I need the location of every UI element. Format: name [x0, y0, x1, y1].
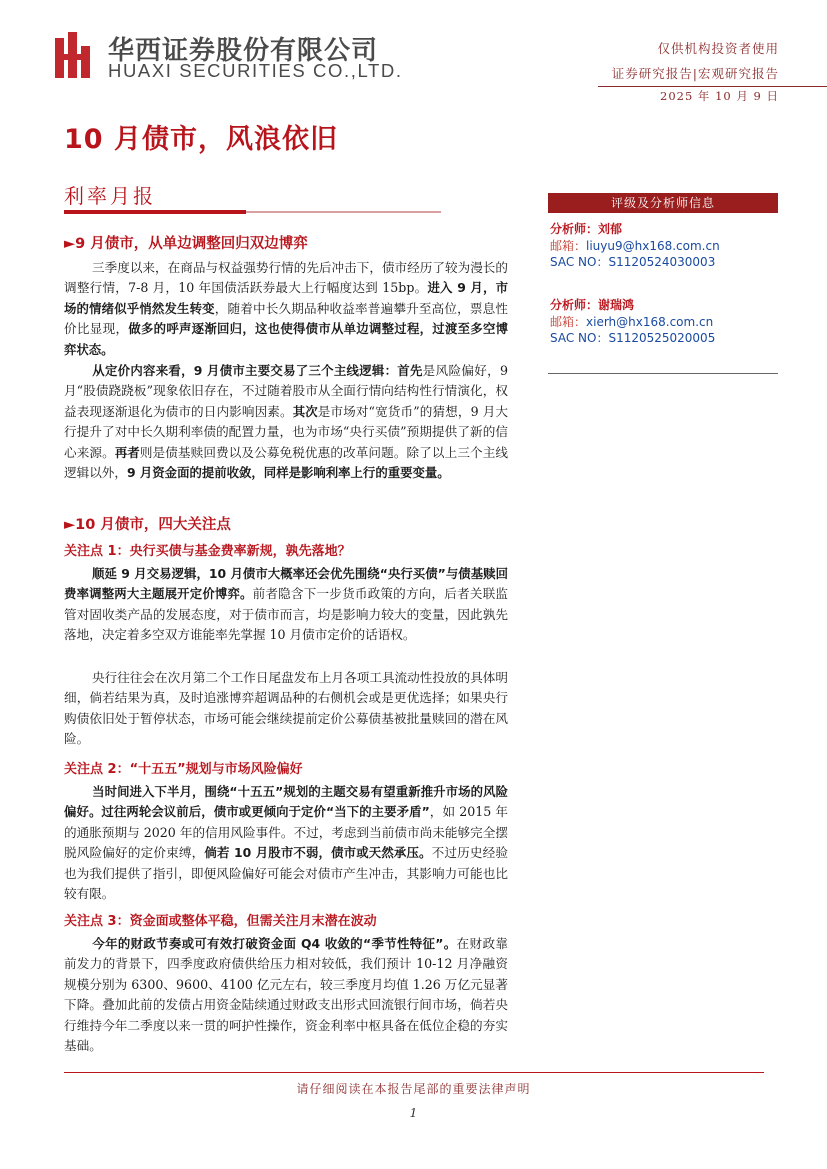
paragraph	[64, 934, 508, 1056]
footer-divider	[64, 1072, 764, 1073]
page-number: 1	[409, 1106, 418, 1120]
text-run: 前者隐含下一步货币政策的方向，后者关联监管对固收类产品的发展态度，对于债市而言，均是影响力较大的变量，因此孰先落地，决定着多空双方谁能率先掌握 10 月债市定价的话语权。	[64, 586, 509, 643]
text-run: 则是债基赎回费以及公募免税优惠的改革问题。除了以上三个主线逻辑以外，	[64, 444, 509, 481]
bold-text: 从定价内容来看，9 月债市主要交易了三个主线逻辑：	[92, 363, 398, 378]
text-run: 央行往往会在次月第二个工作日尾盘发布上月各项工具流动性投放的具体明细，倘若结果为真，及时追涨博弈超调品种的右侧机会或是更优选择；如果央行购债依旧处于暂停状态，市场可能会继续提前定价公募债基被批量赎回的潜在风险。	[64, 670, 508, 747]
section-heading: ►10 月债市，四大关注点	[64, 517, 231, 533]
paragraph	[64, 258, 508, 360]
company-name-cn: 华西证券股份有限公司	[108, 36, 379, 66]
text-run: 是市场对“宽货币”的猜想，9 月大行提升了对中长久期利率债的配置力量，也为市场“央行买债”预期提供了新的信心来源。	[64, 403, 509, 460]
section-heading: ►9 月债市，从单边调整回归双边博弈	[64, 236, 308, 252]
text-run: 在财政靠前发力的背景下，四季度政府债供给压力相对较低，我们预计 10-12 月净融资规模分别为 6300、9600、4100 亿元左右，较三季度月均值 1.26 万亿元显著下降。叠加此前的发债占用资金陆续通过财政支出形式回流银行间市场，倘若央行维持今年二季度以来一贯的呵护性操作，资金利率中枢具备在低位企稳的夯实基础。	[64, 936, 508, 1054]
report-date: 2025 年 10 月 9 日	[660, 89, 779, 103]
subtitle-underline-light	[246, 211, 441, 213]
analyst-sac-number: SAC NO：S1120524030003	[550, 255, 716, 269]
header-divider	[598, 86, 827, 87]
huaxi-logo-icon	[55, 32, 95, 78]
text-run: 不过历史经验也为我们提供了指引，即便风险偏好可能会对债市产生冲击，其影响力可能也比较有限。	[64, 845, 509, 902]
bold-text: 首先	[397, 363, 423, 378]
paragraph	[64, 782, 508, 904]
paragraph	[64, 564, 508, 646]
bold-text: 再者	[114, 444, 140, 460]
text-run: ，如 2015 年的通胀预期与 2020 年的信用风险事件。不过，考虑到当前债市尚未能够完全摆脱风险偏好的定价束缚，	[64, 804, 508, 861]
email-label: 邮箱：	[550, 239, 587, 253]
analyst-info-heading: 评级及分析师信息	[548, 193, 778, 213]
subtitle-underline	[64, 210, 246, 214]
focus-point-heading: 关注点 1：央行买债与基金费率新规，孰先落地？	[64, 544, 351, 559]
audience-note: 仅供机构投资者使用	[657, 41, 779, 56]
report-subtitle: 利率月报	[64, 184, 156, 208]
paragraph	[64, 361, 508, 483]
paragraph	[64, 668, 508, 750]
analyst-name: 分析师：谢瑞鸿	[550, 298, 635, 312]
text-run: ，随着中长久期品种收益率普遍攀升至高位，票息性价比显现，	[64, 300, 509, 337]
analyst-email-link[interactable]: liuyu9@hx168.com.cn	[586, 239, 720, 253]
analyst-email-link[interactable]: xierh@hx168.com.cn	[586, 315, 714, 329]
report-title: 10 月债市，风浪依旧	[64, 124, 338, 155]
sidebar-divider	[548, 373, 778, 374]
analyst-email-row	[550, 237, 720, 254]
bold-text: 今年的财政节奏或可有效打破资金面 Q4 收敛的“季节性特征”。	[92, 936, 457, 951]
bold-text: 顺延 9 月交易逻辑，10 月债市大概率还会优先围绕“央行买债”与债基赎回费率调整两大主题展开定价博弈。	[64, 566, 508, 602]
text-run: 是风险偏好，9 月“股债跷跷板”现象依旧存在，不过随着股市从全面行情向结构性行情演化，权益表现逐渐退化为债市的日内影响因素。	[64, 363, 509, 419]
bold-text: 9 月资金面的提前收敛，同样是影响利率上行的重要变量。	[126, 465, 450, 481]
text-run: 三季度以来，在商品与权益强势行情的先后冲击下，债市经历了较为漫长的调整行情，7-8 月，10 年国债活跃券最大上行幅度达到 15bp。	[64, 260, 508, 296]
analyst-name: 分析师：刘郁	[550, 222, 623, 236]
company-name-en: HUAXI SECURITIES CO.,LTD.	[108, 60, 403, 81]
analyst-sac-number: SAC NO：S1120525020005	[550, 331, 716, 345]
bold-text: 倘若 10 月股市不弱，债市或天然承压。	[204, 845, 432, 861]
bold-text: 做多的呼声逐渐回归，这也使得债市从单边调整过程，过渡至多空博弈状态。	[64, 321, 509, 357]
bold-text: 当时间进入下半月，围绕“十五五”规划的主题交易有望重新推升市场的风险偏好。过往两轮会议前后，债市或更倾向于定价“当下的主要矛盾”	[64, 784, 508, 820]
legal-disclaimer: 请仔细阅读在本报告尾部的重要法律声明	[296, 1082, 531, 1096]
analyst-email-row	[550, 313, 713, 330]
bold-text: 其次	[292, 403, 318, 419]
email-label: 邮箱：	[550, 315, 587, 329]
bold-text: 进入 9 月，市场的情绪似乎悄然发生转变	[64, 280, 509, 316]
report-type: 证券研究报告|宏观研究报告	[611, 66, 779, 81]
focus-point-heading: 关注点 3：资金面或整体平稳，但需关注月末潜在波动	[64, 914, 377, 929]
focus-point-heading: 关注点 2：“十五五”规划与市场风险偏好	[64, 762, 303, 777]
